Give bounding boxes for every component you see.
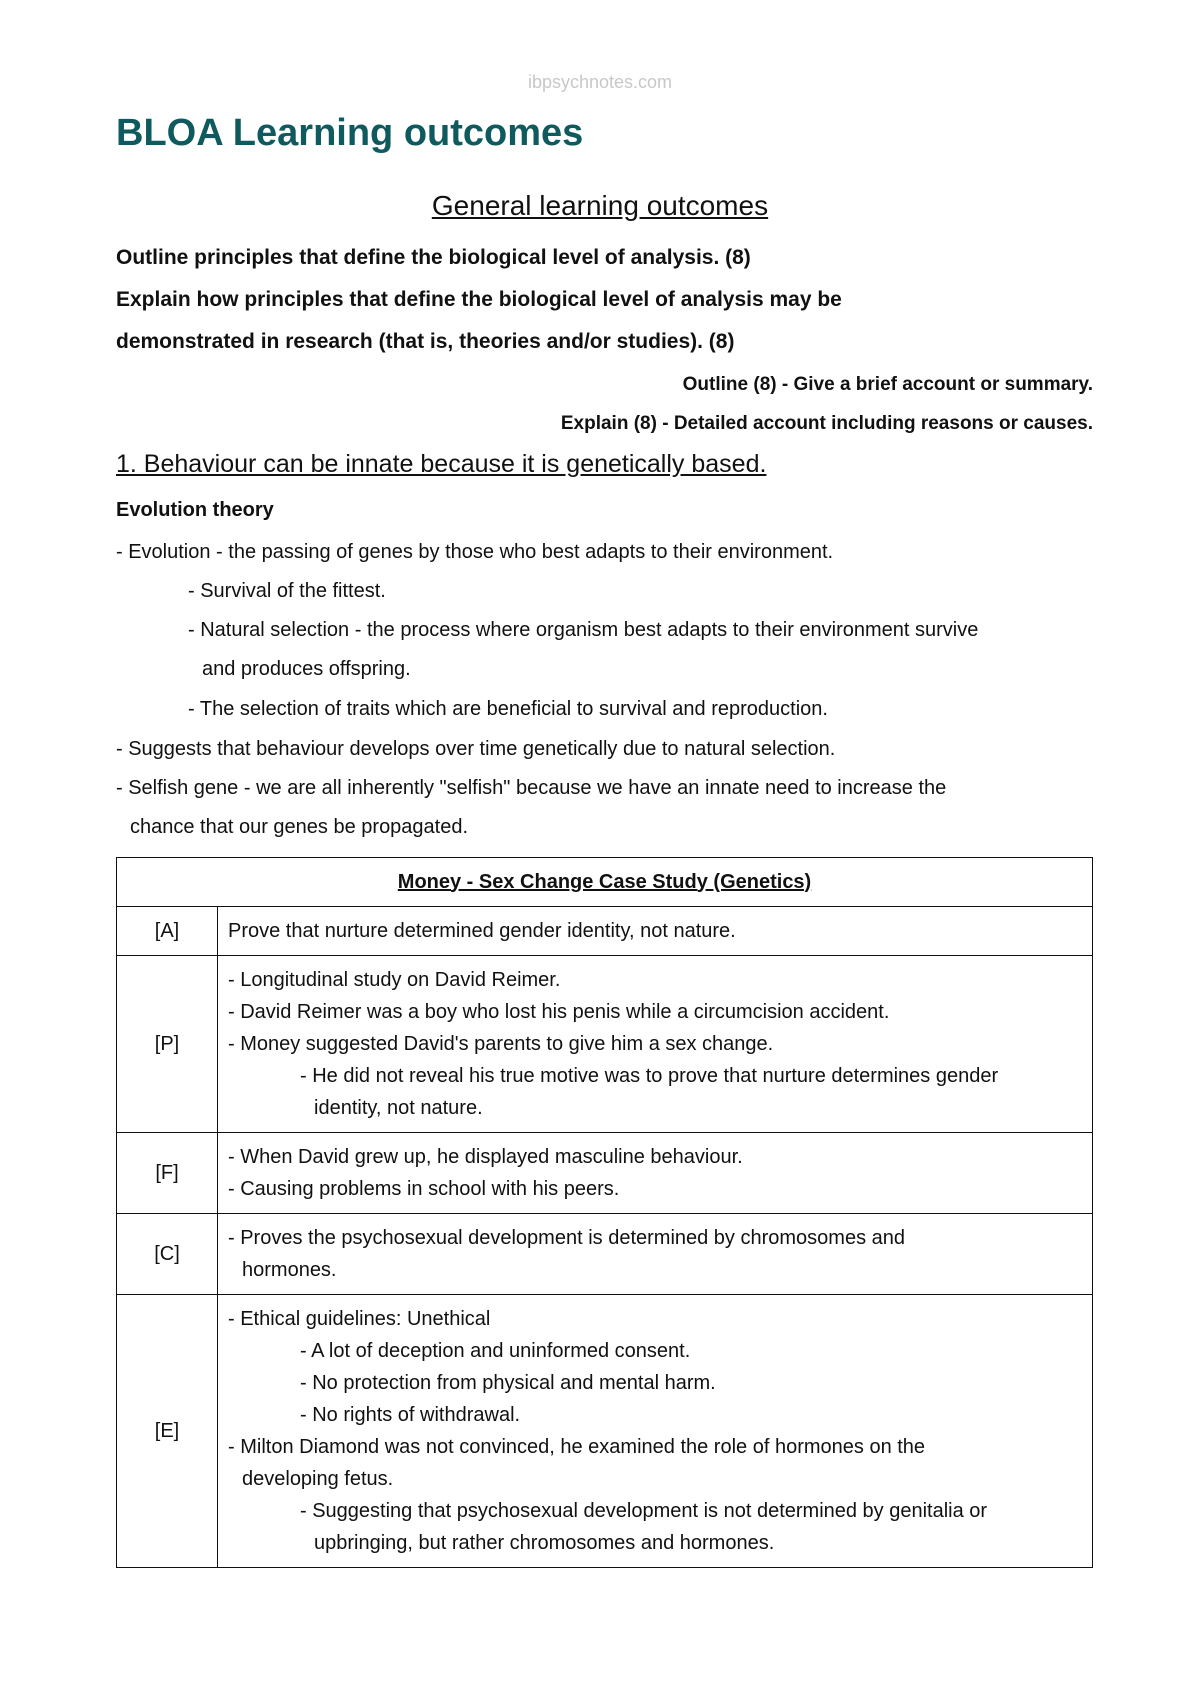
row-content — [218, 907, 1093, 956]
row-line: upbringing, but rather chromosomes and hormones. — [314, 1532, 775, 1554]
row-line: - David Reimer was a boy who lost his penis while a circumcision accident. — [228, 1001, 890, 1023]
row-line: - Ethical guidelines: Unethical — [228, 1308, 491, 1330]
theory-label: Evolution theory — [116, 499, 274, 521]
table-row — [117, 1133, 1093, 1214]
row-code: [E] — [117, 1295, 218, 1568]
row-line: - Proves the psychosexual development is determined by chromosomes and — [228, 1227, 906, 1249]
row-code: [F] — [117, 1133, 218, 1214]
evolution-line: - Selfish gene - we are all inherently "selfish" because we have an innate need to increase the — [116, 777, 947, 799]
row-content — [218, 1214, 1093, 1295]
row-line: identity, not nature. — [314, 1097, 483, 1119]
outcome-line: Explain how principles that define the biological level of analysis may be — [116, 288, 842, 311]
row-line: developing fetus. — [242, 1468, 394, 1490]
row-line: - Longitudinal study on David Reimer. — [228, 969, 561, 991]
row-line: - He did not reveal his true motive was to prove that nurture determines gender — [300, 1065, 999, 1087]
case-study-title: Money - Sex Change Case Study (Genetics) — [117, 858, 1093, 907]
section-heading — [0, 190, 1200, 222]
row-code: [A] — [117, 907, 218, 956]
evolution-line: - The selection of traits which are beneficial to survival and reproduction. — [188, 698, 828, 720]
row-content — [218, 1133, 1093, 1214]
outcome-line: demonstrated in research (that is, theories and/or studies). (8) — [116, 330, 735, 353]
evolution-line: chance that our genes be propagated. — [130, 816, 469, 838]
row-line: - No rights of withdrawal. — [300, 1404, 521, 1426]
document-title: BLOA Learning outcomes — [116, 112, 584, 154]
row-line: - Suggesting that psychosexual development is not determined by genitalia or — [300, 1500, 988, 1522]
row-content — [218, 1295, 1093, 1568]
table-row — [117, 1295, 1093, 1568]
case-study-title-row — [117, 858, 1093, 907]
evolution-line: - Suggests that behaviour develops over time genetically due to natural selection. — [116, 738, 836, 760]
row-line: Prove that nurture determined gender identity, not nature. — [228, 920, 736, 942]
row-line: - Causing problems in school with his peers. — [228, 1178, 620, 1200]
table-row — [117, 1214, 1093, 1295]
evolution-line: - Evolution - the passing of genes by those who best adapts to their environment. — [116, 541, 834, 563]
row-code: [C] — [117, 1214, 218, 1295]
table-row — [117, 907, 1093, 956]
evolution-line: - Survival of the fittest. — [188, 580, 386, 602]
case-study-table — [116, 857, 1093, 1568]
evolution-line: - Natural selection - the process where organism best adapts to their environment survive — [188, 619, 979, 641]
section-heading-text: General learning outcomes — [431, 190, 769, 221]
table-row — [117, 956, 1093, 1133]
principle-heading: 1. Behaviour can be innate because it is genetically based. — [116, 450, 767, 478]
command-term-explain: Explain (8) - Detailed account including reasons or causes. — [560, 413, 1093, 434]
row-line: - Milton Diamond was not convinced, he examined the role of hormones on the — [228, 1436, 926, 1458]
row-line: - No protection from physical and mental harm. — [300, 1372, 716, 1394]
row-content — [218, 956, 1093, 1133]
evolution-line: and produces offspring. — [202, 658, 411, 680]
row-line: - Money suggested David's parents to give him a sex change. — [228, 1033, 774, 1055]
command-term-outline: Outline (8) - Give a brief account or summary. — [682, 374, 1093, 395]
row-line: - A lot of deception and uninformed consent. — [300, 1340, 691, 1362]
row-code: [P] — [117, 956, 218, 1133]
row-line: hormones. — [242, 1259, 337, 1281]
outcome-line: Outline principles that define the biological level of analysis. (8) — [116, 246, 751, 269]
watermark: ibpsychnotes.com — [527, 72, 673, 92]
row-line: - When David grew up, he displayed masculine behaviour. — [228, 1146, 743, 1168]
